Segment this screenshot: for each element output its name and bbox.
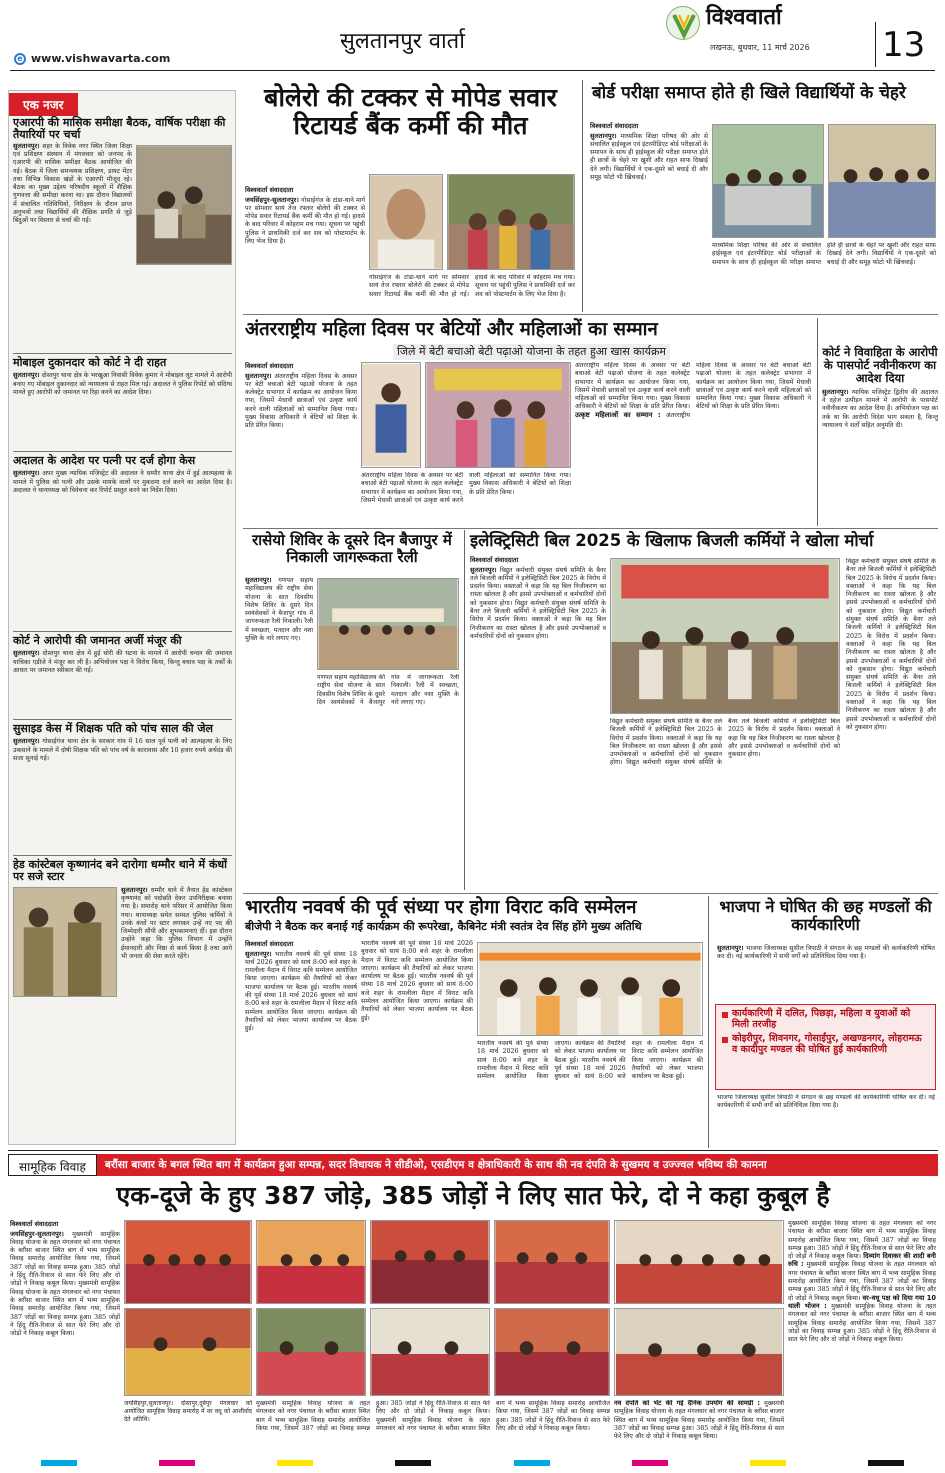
wedding-image bbox=[125, 1221, 251, 1303]
wedding-image bbox=[371, 1309, 489, 1395]
story-body-continued bbox=[477, 1040, 703, 1146]
award-photo-2 bbox=[425, 362, 571, 468]
highlight-item bbox=[722, 1009, 929, 1030]
sidebar-item-title: अदालत के आदेश पर पत्नी पर दर्ज होगा केस bbox=[13, 454, 196, 467]
highlight-box bbox=[715, 1004, 936, 1090]
rally-image bbox=[318, 579, 458, 669]
wedding-image bbox=[257, 1221, 365, 1303]
story-body: माध्यमिक शिक्षा परिषद की ओर से संचालित हाईस्कूल एवं इंटरमीडिएट बोर्ड परीक्षाओं के समापन के साथ ही हाईस्कूल की परीक्षा समाप्त होते ही छात्रों के चेहरे पर खुशी और राहत साफ दिखाई देने लगी। विद्यार्थियों ने एक-दूसरे को बधाई दी और समूह फोटो भी खिंचवाई। bbox=[590, 132, 708, 182]
wedding-story bbox=[8, 1218, 938, 1448]
sidebar-label: एक नजर bbox=[9, 93, 78, 116]
story-court-passport bbox=[822, 346, 938, 526]
wedding-image bbox=[615, 1221, 783, 1303]
story-subhead: उत्कृष्ट महिलाओं का सम्मान : bbox=[575, 410, 661, 419]
black-swatch bbox=[868, 1460, 904, 1466]
wedding-photo-6 bbox=[124, 1308, 252, 1396]
wedding-image bbox=[495, 1309, 609, 1395]
story-body-continued: भाजपा जिलाध्यक्ष सुशील त्रिपाठी ने संगठन के छह मण्डलों की कार्यकारिणी घोषित कर दी। नई कार्यकारिणी में सभी वर्गों को प्रतिनिधित्व दिया गया है। bbox=[717, 1094, 935, 1110]
story-body: न्यायिक मजिस्ट्रेट द्वितीय की अदालत ने दहेज उत्पीड़न मामले में आरोपी के पासपोर्ट नवीनीकरण का आदेश दिया है। अभियोजन पक्ष का तर्क था कि आरोपी विदेश भाग सकता है, किन्तु न्यायालय ने शर्तों सहित अनुमति दी। bbox=[822, 388, 938, 429]
story-kavi-sammelan bbox=[243, 896, 705, 1148]
sidebar-item-body: धम्मौर थाने में तैनात हेड कांस्टेबल कृष्णानंद को पदोन्नति देकर उपनिरीक्षक बनाया गया है। समारोह थाने परिसर में आयोजित किया गया। थानाध्यक्ष समेत समस्त पुलिस कर्मियों ने उनके कंधों पर स्टार लगाकर उन्हें नए पद की जिम्मेदारी सौंपी और शुभकामनाएं दीं। इस दौरान उन्होंने कहा कि पुलिस विभाग में उन्होंने ईमानदारी और निष्ठा से कार्य किया है तथा आगे भी जनता की सेवा करते रहेंगे। bbox=[121, 886, 232, 960]
bullet-square-icon bbox=[722, 1037, 728, 1043]
wedding-photo-9 bbox=[494, 1308, 610, 1396]
magenta-swatch bbox=[159, 1460, 195, 1466]
header-rule bbox=[10, 70, 935, 71]
dateline: लखनऊ, बुधवार, 11 मार्च 2026 bbox=[710, 43, 810, 52]
dateline-label: सुलतानपुर। bbox=[245, 371, 272, 380]
story-subhead: दिव्यांग दिवाकर की शादी बनी रुचि : bbox=[788, 1252, 936, 1269]
byline: विश्ववार्ता संवाददाता bbox=[470, 556, 519, 564]
story-headline[interactable]: बोर्ड परीक्षा समाप्त होते ही खिले विद्यार्थियों के चेहरे bbox=[592, 83, 906, 103]
brand-name: विश्ववार्ता bbox=[706, 5, 782, 30]
highlight-item bbox=[722, 1034, 929, 1055]
story-body: मुख्यमंत्री सामूहिक विवाह योजना के तहत मंगलवार को नगर पंचायत के बरौंसा बाजार स्थित बाग में भव्य सामूहिक विवाह समारोह आयोजित किया गया, जिसमें 387 जोड़ों का विवाह सम्पन्न हुआ। 385 जोड़ों ने हिंदू रीति-रिवाज से सात फेरे लिए और दो जोड़ों ने निकाह कबूल किया। bbox=[788, 1302, 936, 1344]
wedding-image bbox=[371, 1221, 489, 1303]
story-body: विद्युत कर्मचारी संयुक्त संघर्ष समिति के बैनर तले बिजली कर्मियों ने इलेक्ट्रिसिटी बिल 2025 के विरोध में प्रदर्शन किया। वक्ताओं ने कहा कि यह बिल निजीकरण का रास्ता खोलता है और इससे उपभोक्ताओं व कर्मचारियों दोनों को नुकसान होगा। bbox=[626, 718, 840, 767]
wedding-image bbox=[125, 1309, 251, 1395]
dateline-label: सुलतानपुर। bbox=[13, 737, 40, 746]
award-image bbox=[426, 363, 570, 467]
promotion-photo bbox=[13, 887, 117, 997]
byline: विश्ववार्ता संवाददाता bbox=[245, 186, 294, 194]
sidebar-item-title: मोबाइल दुकानदार को कोर्ट ने दी राहत bbox=[13, 356, 167, 369]
story-body: मुख्यमंत्री सामूहिक विवाह योजना के तहत मंगलवार को नगर पंचायत के बरौंसा बाजार स्थित बाग में भव्य सामूहिक विवाह समारोह आयोजित किया गया, जिसमें 387 जोड़ों का विवाह सम्पन्न हुआ। 385 जोड़ों ने हिंदू रीति-रिवाज से सात फेरे लिए और दो जोड़ों ने निकाह कबूल किया। bbox=[788, 1220, 936, 1261]
story-body: भारतीय नववर्ष की पूर्व संध्या 18 मार्च 2026 बुधवार को सायं 8:00 बजे शहर के रामलीला मैदान में विराट कवि सम्मेलन आयोजित किया जाएगा। कार्यक्रम की तैयारियों को लेकर भाजपा कार्यालय पर बैठक हुई। bbox=[554, 1040, 703, 1081]
sidebar-item-title: सुसाइड केस में शिक्षक पति को पांच साल की जेल bbox=[13, 722, 214, 735]
wedding-photo-7 bbox=[256, 1308, 366, 1396]
story-body: विद्युत कर्मचारी संयुक्त संघर्ष समिति के बैनर तले बिजली कर्मियों ने इलेक्ट्रिसिटी बिल 2025 के विरोध में प्रदर्शन किया। वक्ताओं ने कहा कि यह बिल निजीकरण का रास्ता खोलता है और इससे उपभोक्ताओं व कर्मचारियों दोनों को नुकसान होगा। bbox=[846, 607, 936, 673]
story-body-continued bbox=[256, 1400, 610, 1446]
wedding-side-column bbox=[788, 1220, 936, 1446]
sidebar-item-body: अपर मुख्य न्यायिक मजिस्ट्रेट की अदालत ने धम्मौर थाना क्षेत्र में हुई आत्महत्या के मामले में पुलिस को पत्नी और उसके मायके वालों पर मुकदमा दर्ज करने का आदेश दिया है। अदालत ने थानाध्यक्ष को विवेचना कर रिपोर्ट प्रस्तुत करने का निर्देश दिया। bbox=[13, 470, 232, 494]
color-registration-strip bbox=[0, 1458, 945, 1468]
sidebar-item-body: दोस्तपुर थाना क्षेत्र के भरखुआ निवासी विवेक कुमार ने मोबाइल लूट मामले में आरोपी बनाए गए मोबाइल दुकानदार को न्यायालय से राहत मिल गई। अदालत ने पुलिस रिपोर्ट को संदिग्ध मानते हुए आरोपी को जमानत पर रिहा करने का आदेश दिया। bbox=[13, 372, 232, 396]
story-body: विद्युत कर्मचारी संयुक्त संघर्ष समिति के बैनर तले बिजली कर्मियों ने इलेक्ट्रिसिटी बिल 2025 के विरोध में प्रदर्शन किया। वक्ताओं ने कहा कि यह बिल निजीकरण का रास्ता खोलता है और इससे उपभोक्ताओं व कर्मचारियों दोनों को नुकसान होगा। bbox=[846, 558, 936, 615]
sidebar-item bbox=[13, 859, 232, 1134]
dateline-label: सुलतानपुर। bbox=[13, 371, 40, 380]
story-body: विद्युत कर्मचारी संयुक्त संघर्ष समिति के बैनर तले बिजली कर्मियों ने इलेक्ट्रिसिटी बिल 2025 के विरोध में प्रदर्शन किया। वक्ताओं ने कहा कि यह बिल निजीकरण का रास्ता खोलता है और इससे उपभोक्ताओं व कर्मचारियों दोनों को नुकसान होगा। bbox=[610, 718, 722, 767]
byline: विश्ववार्ता संवाददाता bbox=[10, 1220, 59, 1228]
meeting-photo bbox=[136, 145, 232, 265]
story-body: गणपत सहाय महाविद्यालय की राष्ट्रीय सेवा योजना के सात दिवसीय विशेष शिविर के दूसरे दिन स्वयंसेवकों ने बैजापुर गांव में जागरूकता रैली निकाली। रैली में स्वच्छता, मतदान और नशा मुक्ति के नारे लगाए गए। bbox=[245, 577, 313, 643]
protest-photo bbox=[610, 558, 840, 714]
story-board-exam bbox=[588, 80, 938, 312]
magenta-swatch bbox=[632, 1460, 668, 1466]
sidebar-item bbox=[13, 723, 232, 859]
bullet-square-icon bbox=[722, 1012, 728, 1018]
students-image bbox=[829, 125, 935, 237]
browser-icon: e bbox=[14, 53, 26, 65]
meeting-image bbox=[137, 146, 231, 264]
sidebar-item bbox=[13, 117, 232, 317]
yellow-swatch bbox=[277, 1460, 313, 1466]
sidebar-item-title: एआरपी की मासिक समीक्षा बैठक, वार्षिक परीक्षा की तैयारियों पर चर्चा bbox=[13, 116, 226, 142]
story-headline[interactable]: इलेक्ट्रिसिटी बिल 2025 के खिलाफ बिजली कर्मियों ने खोला मोर्चा bbox=[470, 531, 874, 550]
story-headline[interactable]: कोर्ट ने विवाहिता के आरोपी के पासपोर्ट नवीनीकरण का आदेश दिया bbox=[822, 345, 938, 385]
story-electricity bbox=[468, 530, 938, 890]
yellow-swatch bbox=[750, 1460, 786, 1466]
crowd-image bbox=[448, 175, 574, 269]
dateline-label: जयसिंहपुर-सुलतानपुर। bbox=[10, 1229, 64, 1238]
page-header bbox=[0, 0, 945, 72]
highlight-text: कोइरीपुर, शिवनगर, गोसाईंपुर, अखण्डनगर, लोहरामऊ व कादीपुर मण्डल की घोषित हुई कार्यकारिणी bbox=[732, 1033, 922, 1055]
story-headline[interactable]: भाजपा ने घोषित की छह मण्डलों की कार्यकारिणी bbox=[719, 897, 932, 934]
story-body: गोसाईगंज के टांडा-थाने मार्ग पर सोमवार सायं तेज रफ्तार बोलेरो की टक्कर से मोपेड सवार रिटायर्ड बैंक कर्मी की मौत हो गई। हादसे के बाद परिवार में कोहराम मच गया। सूचना पर पहुंची पुलिस ने प्राथमिकी दर्ज कर शव को पोस्टमार्टम के लिए भेज दिया है। bbox=[245, 196, 365, 246]
sidebar-item bbox=[13, 455, 232, 634]
story-subheadline: जिले में बेटी बचाओ बेटी पढ़ाओ योजना के तहत हुआ खास कार्यक्रम bbox=[393, 344, 670, 360]
story-body-continued bbox=[614, 1400, 784, 1446]
v-logo-icon bbox=[667, 7, 701, 41]
wedding-banner-text: बरौंसा बाजार के बगल स्थित बाग में कार्यक्रम हुआ सम्पन्न, सदर विधायक ने सीडीओ, एसडीएम व क्षेत्राधिकारी के साथ की नव दंपति के सुखमय व उज्ज्वल भविष्य की कामना bbox=[97, 1154, 938, 1176]
meeting-photo bbox=[477, 942, 703, 1036]
brand-logo bbox=[666, 6, 700, 40]
story-body: मुख्यमंत्री सामूहिक विवाह योजना के तहत मंगलवार को नगर पंचायत के बरौंसा बाजार स्थित बाग में भव्य सामूहिक विवाह समारोह आयोजित किया गया, जिसमें 387 जोड़ों का विवाह सम्पन्न हुआ। 385 जोड़ों ने हिंदू रीति-रिवाज से सात फेरे लिए और दो जोड़ों ने निकाह कबूल किया। bbox=[10, 1230, 120, 1288]
award-photo-1 bbox=[361, 362, 421, 468]
cyan-swatch bbox=[41, 1460, 77, 1466]
dateline-label: सुलतानपुर। bbox=[470, 565, 497, 574]
family-photo bbox=[447, 174, 575, 270]
header-divider bbox=[875, 22, 876, 67]
sidebar-item-body: गोसाईगंज थाना क्षेत्र के सरकार गांव में 16 साल पूर्व पत्नी को आत्महत्या के लिए उकसाने के मामले में दोषी शिक्षक पति को पांच वर्ष के कारावास और 10 हजार रुपये अर्थदंड की सजा सुनाई गई। bbox=[13, 738, 232, 762]
cyan-swatch bbox=[514, 1460, 550, 1466]
wedding-photo-10 bbox=[614, 1308, 784, 1396]
byline: विश्ववार्ता संवाददाता bbox=[590, 122, 639, 130]
story-bolero bbox=[243, 80, 578, 312]
story-body: भारतीय नववर्ष की पूर्व संध्या 18 मार्च 2026 बुधवार को सायं 8:00 बजे शहर के रामलीला मैदान में विराट कवि सम्मेलन आयोजित किया जाएगा। कार्यक्रम की तैयारियों को लेकर भाजपा कार्यालय पर बैठक हुई। bbox=[361, 940, 473, 981]
sidebar-item-body: दोस्तपुर थाना क्षेत्र में हुई चोरी की घटना के मामले में आरोपी चन्दन की जमानत याचिका एडीजे ने मंजूर कर ली है। अभियोजन पक्ष ने विरोध किया, किन्तु बचाव पक्ष के तर्कों के आधार पर जमानत स्वीकार की गई। bbox=[13, 650, 232, 674]
story-body: अंतरराष्ट्रीय महिला दिवस के अवसर पर बेटी बचाओ बेटी पढ़ाओ योजना के तहत कलेक्ट्रेट सभागार में कार्यक्रम का आयोजन किया गया, जिसमें मेधावी छात्राओं एवं उत्कृष्ट कार्य करने वाली महिलाओं को सम्मानित किया गया। मुख्य विकास अधिकारी ने बेटियों को शिक्षा के प्रति प्रेरित किया। bbox=[665, 362, 811, 419]
story-body: विद्युत कर्मचारी संयुक्त संघर्ष समिति के बैनर तले बिजली कर्मियों ने इलेक्ट्रिसिटी बिल 2025 के विरोध में प्रदर्शन किया। वक्ताओं ने कहा कि यह बिल निजीकरण का रास्ता खोलता है और इससे उपभोक्ताओं व कर्मचारियों दोनों को नुकसान होगा। bbox=[846, 665, 936, 731]
story-headline[interactable]: अंतरराष्ट्रीय महिला दिवस पर बेटियों और महिलाओं का सम्मान bbox=[245, 319, 658, 340]
dateline-label: सुलतानपुर। bbox=[245, 576, 272, 584]
story-body: भारतीय नववर्ष की पूर्व संध्या 18 मार्च 2026 बुधवार को सायं 8:00 बजे शहर के रामलीला मैदान में विराट कवि सम्मेलन आयोजित किया जाएगा। कार्यक्रम की तैयारियों को लेकर भाजपा कार्यालय पर बैठक हुई। bbox=[245, 950, 357, 991]
wedding-photo-4 bbox=[494, 1220, 610, 1304]
website-row bbox=[14, 52, 170, 65]
protest-image bbox=[611, 559, 839, 713]
wedding-image bbox=[257, 1309, 365, 1395]
story-body-continued: गोसाईगंज के टांडा-थाने मार्ग पर सोमवार सायं तेज रफ्तार बोलेरो की टक्कर से मोपेड सवार रिटायर्ड बैंक कर्मी की मौत हो गई। हादसे के बाद परिवार में कोहराम मच गया। सूचना पर पहुंची पुलिस ने प्राथमिकी दर्ज कर शव को पोस्टमार्टम के लिए भेज दिया है। bbox=[369, 274, 575, 298]
byline: विश्ववार्ता संवाददाता bbox=[245, 362, 294, 370]
rally-photo bbox=[317, 578, 459, 670]
story-womens-day bbox=[243, 318, 813, 526]
story-headline[interactable]: भारतीय नववर्ष की पूर्व संध्या पर होगा विराट कवि सम्मेलन bbox=[245, 897, 637, 918]
story-body: भारतीय नववर्ष की पूर्व संध्या 18 मार्च 2026 बुधवार को सायं 8:00 बजे शहर के रामलीला मैदान में विराट कवि सम्मेलन आयोजित किया जाएगा। कार्यक्रम की तैयारियों को लेकर भाजपा कार्यालय पर बैठक हुई। bbox=[245, 983, 357, 1033]
story-subhead: नव दंपति को भेंट की गई दैनिक उपयोग की सामग्री : bbox=[614, 1400, 761, 1407]
story-headline[interactable]: बोलेरो की टक्कर से मोपेड सवार रिटायर्ड बैंक कर्मी की मौत bbox=[264, 83, 557, 140]
photo-caption: जयसिंहपुर,सुलतानपुर। दोस्तपुर,दूबेपुर मंगलवार को आयोजित सामूहिक विवाह समारोह में वर वधू को आशीर्वाद देते अतिथि। bbox=[124, 1400, 252, 1423]
story-body: मुख्यमंत्री सामूहिक विवाह योजना के तहत मंगलवार को नगर पंचायत के बरौंसा बाजार स्थित बाग में भव्य सामूहिक विवाह समारोह आयोजित किया गया, जिसमें 387 जोड़ों का विवाह सम्पन्न हुआ। 385 जोड़ों ने हिंदू रीति-रिवाज से सात फेरे लिए और दो जोड़ों ने निकाह कबूल किया। bbox=[10, 1280, 120, 1338]
dateline-label: सुलतानपुर। bbox=[13, 649, 40, 658]
story-body: विद्युत कर्मचारी संयुक्त संघर्ष समिति के बैनर तले बिजली कर्मियों ने इलेक्ट्रिसिटी बिल 2025 के विरोध में प्रदर्शन किया। वक्ताओं ने कहा कि यह बिल निजीकरण का रास्ता खोलता है और इससे उपभोक्ताओं व कर्मचारियों दोनों को नुकसान होगा। bbox=[470, 566, 606, 607]
wedding-image bbox=[615, 1309, 783, 1395]
section-title: सुलतानपुर वार्ता bbox=[340, 29, 465, 54]
wedding-photo-3 bbox=[370, 1220, 490, 1304]
story-body-continued bbox=[846, 558, 936, 888]
story-body: विद्युत कर्मचारी संयुक्त संघर्ष समिति के बैनर तले बिजली कर्मियों ने इलेक्ट्रिसिटी बिल 2025 के विरोध में प्रदर्शन किया। वक्ताओं ने कहा कि यह बिल निजीकरण का रास्ता खोलता है और इससे उपभोक्ताओं व कर्मचारियों दोनों को नुकसान होगा। bbox=[470, 599, 606, 640]
wedding-banner bbox=[8, 1154, 938, 1176]
students-photo-2 bbox=[828, 124, 936, 238]
award-image bbox=[362, 363, 420, 467]
sidebar bbox=[8, 90, 236, 1145]
website-link[interactable]: www.vishwavarta.com bbox=[31, 52, 171, 65]
victim-photo bbox=[369, 174, 443, 270]
dateline-label: सुलतानपुर। bbox=[13, 469, 40, 478]
story-body: भारतीय नववर्ष की पूर्व संध्या 18 मार्च 2026 बुधवार को सायं 8:00 बजे शहर के रामलीला मैदान में विराट कवि सम्मेलन आयोजित किया जाएगा। कार्यक्रम की तैयारियों को लेकर भाजपा कार्यालय पर बैठक हुई। bbox=[477, 1040, 626, 1081]
sidebar-item bbox=[13, 635, 232, 719]
story-body: मुख्यमंत्री सामूहिक विवाह योजना के तहत मंगलवार को नगर पंचायत के बरौंसा बाजार स्थित बाग में भव्य सामूहिक विवाह समारोह आयोजित किया गया, जिसमें 387 जोड़ों का विवाह सम्पन्न हुआ। 385 जोड़ों ने हिंदू रीति-रिवाज से सात फेरे लिए और दो जोड़ों ने निकाह कबूल किया। bbox=[376, 1400, 610, 1432]
story-headline[interactable]: रासेयो शिविर के दूसरे दिन बैजापुर में निकाली जागरूकता रैली bbox=[252, 531, 452, 566]
dateline-label: सुलतानपुर। bbox=[822, 387, 849, 396]
story-body: मुख्यमंत्री सामूहिक विवाह योजना के तहत मंगलवार को नगर पंचायत के बरौंसा बाजार स्थित बाग में भव्य सामूहिक विवाह समारोह आयोजित किया गया, जिसमें 387 जोड़ों का विवाह सम्पन्न हुआ। 385 जोड़ों ने हिंदू रीति-रिवाज से सात फेरे लिए और दो जोड़ों ने निकाह कबूल किया। bbox=[788, 1261, 936, 1302]
police-image bbox=[14, 888, 116, 996]
wedding-label: सामूहिक विवाह bbox=[8, 1154, 97, 1176]
bjp-meeting-image bbox=[478, 943, 702, 1035]
students-photo-1 bbox=[712, 124, 824, 238]
story-body: भाजपा जिलाध्यक्ष सुशील त्रिपाठी ने संगठन के छह मण्डलों की कार्यकारिणी घोषित कर दी। नई कार्यकारिणी में सभी वर्गों को प्रतिनिधित्व दिया गया है। bbox=[717, 945, 935, 961]
dateline-label: सुलतानपुर। bbox=[717, 944, 744, 952]
wedding-photo-5 bbox=[614, 1220, 784, 1304]
story-body: मुख्यमंत्री सामूहिक विवाह योजना के तहत मंगलवार को नगर पंचायत के बरौंसा बाजार स्थित बाग में भव्य सामूहिक विवाह समारोह आयोजित किया गया, जिसमें 387 जोड़ों का विवाह सम्पन्न हुआ। 385 जोड़ों ने हिंदू रीति-रिवाज से सात फेरे लिए और दो जोड़ों ने निकाह कबूल किया। bbox=[256, 1400, 490, 1432]
story-bjp-committee bbox=[713, 896, 938, 1148]
story-nss-rally bbox=[243, 530, 461, 890]
wedding-image bbox=[495, 1221, 609, 1303]
sidebar-item bbox=[13, 357, 232, 449]
black-swatch bbox=[395, 1460, 431, 1466]
portrait-image bbox=[370, 175, 442, 269]
sidebar-item-body: शहर के विवेक नगर स्थित जिला शिक्षा एवं प्रशिक्षण संस्थान में मंगलवार को जनपद के एआरपी की मासिक समीक्षा बैठक आयोजित की गई। बैठक में जिला समन्वयक प्रशिक्षण, डायट मेंटर तथा विभिन्न विकास खंडों के एआरपी मौजूद रहे। बैठक का मुख्य उद्देश्य परिषदीय स्कूलों में शैक्षिक गुणवत्ता की समीक्षा करना था। इस दौरान विद्यालयों में संचालित गतिविधियों, निरीक्षण के दौरान प्राप्त अनुभवों तथा विद्यार्थियों की शैक्षिक प्रगति से जुड़े बिंदुओं पर विस्तार से चर्चा की गई। bbox=[13, 142, 132, 225]
byline: विश्ववार्ता संवाददाता bbox=[245, 940, 294, 948]
dateline-label: सुलतानपुर। bbox=[13, 141, 40, 150]
dateline-label: सुलतानपुर। bbox=[590, 131, 617, 140]
story-body-continued: गणपत सहाय महाविद्यालय की राष्ट्रीय सेवा योजना के सात दिवसीय विशेष शिविर के दूसरे दिन स्वयंसेवकों ने बैजापुर गांव में जागरूकता रैली निकाली। रैली में स्वच्छता, मतदान और नशा मुक्ति के नारे लगाए गए। bbox=[317, 674, 459, 706]
story-body: अंतरराष्ट्रीय महिला दिवस के अवसर पर बेटी बचाओ बेटी पढ़ाओ योजना के तहत कलेक्ट्रेट सभागार में कार्यक्रम का आयोजन किया गया, जिसमें मेधावी छात्राओं एवं उत्कृष्ट कार्य करने वाली महिलाओं को सम्मानित किया गया। मुख्य विकास अधिकारी ने बेटियों को शिक्षा के प्रति प्रेरित किया। bbox=[575, 362, 690, 411]
sidebar-item-title: कोर्ट ने आरोपी की जमानत अर्जी मंजूर की bbox=[13, 634, 182, 647]
story-body: अंतरराष्ट्रीय महिला दिवस के अवसर पर बेटी बचाओ बेटी पढ़ाओ योजना के तहत कलेक्ट्रेट सभागार में कार्यक्रम का आयोजन किया गया, जिसमें मेधावी छात्राओं एवं उत्कृष्ट कार्य करने वाली महिलाओं को सम्मानित किया गया। मुख्य विकास अधिकारी ने बेटियों को शिक्षा के प्रति प्रेरित किया। bbox=[245, 372, 357, 430]
story-body-continued bbox=[575, 362, 811, 524]
story-body: भारतीय नववर्ष की पूर्व संध्या 18 मार्च 2026 बुधवार को सायं 8:00 बजे शहर के रामलीला मैदान में विराट कवि सम्मेलन आयोजित किया जाएगा। कार्यक्रम की तैयारियों को लेकर भाजपा कार्यालय पर बैठक हुई। bbox=[361, 973, 473, 1022]
page-number: 13 bbox=[882, 25, 926, 65]
wedding-photo-8 bbox=[370, 1308, 490, 1396]
wedding-photo-2 bbox=[256, 1220, 366, 1304]
story-subheadline: बीजेपी ने बैठक कर बनाई गई कार्यक्रम की रूपरेखा, कैबिनेट मंत्री स्वतंत्र देव सिंह होंगे मुख्य अतिथि bbox=[245, 919, 642, 933]
story-subhead: वर-वधू पक्ष को दिया गया 10 थाली भोजन : bbox=[788, 1293, 936, 1310]
students-image bbox=[713, 125, 823, 237]
story-body-continued: अंतरराष्ट्रीय महिला दिवस के अवसर पर बेटी बचाओ बेटी पढ़ाओ योजना के तहत कलेक्ट्रेट सभागार में कार्यक्रम का आयोजन किया गया, जिसमें मेधावी छात्राओं एवं उत्कृष्ट कार्य करने वाली महिलाओं को सम्मानित किया गया। मुख्य विकास अधिकारी ने बेटियों को शिक्षा के प्रति प्रेरित किया। bbox=[361, 472, 571, 504]
story-body-continued: माध्यमिक शिक्षा परिषद की ओर से संचालित हाईस्कूल एवं इंटरमीडिएट बोर्ड परीक्षाओं के समापन के साथ ही हाईस्कूल की परीक्षा समाप्त होते ही छात्रों के चेहरे पर खुशी और राहत साफ दिखाई देने लगी। विद्यार्थियों ने एक-दूसरे को बधाई दी और समूह फोटो भी खिंचवाई। bbox=[712, 242, 936, 266]
wedding-headline[interactable]: एक-दूजे के हुए 387 जोड़े, 385 जोड़ों ने लिए सात फेरे, दो ने कहा कुबूल है bbox=[116, 1181, 830, 1210]
story-body-continued bbox=[610, 718, 840, 888]
dateline-label: जयसिंहपुर-सुलतानपुर। bbox=[245, 195, 299, 204]
wedding-photo-1 bbox=[124, 1220, 252, 1304]
sidebar-item-title: हेड कांस्टेबल कृष्णानंद बने दारोगा धम्मौर थाने में कंधों पर सजे स्टार bbox=[13, 858, 228, 884]
story-body: मुख्यमंत्री सामूहिक विवाह योजना के तहत मंगलवार को नगर पंचायत के बरौंसा बाजार स्थित बाग में भव्य सामूहिक विवाह समारोह आयोजित किया गया, जिसमें 387 जोड़ों का विवाह सम्पन्न हुआ। 385 जोड़ों ने हिंदू रीति-रिवाज से सात फेरे लिए और दो जोड़ों ने निकाह कबूल किया। bbox=[614, 1400, 784, 1441]
dateline-label: सुलतानपुर। bbox=[121, 885, 148, 894]
story-body-continued bbox=[361, 940, 473, 1146]
highlight-text: कार्यकारिणी में दलित, पिछड़ा, महिला व युवाओं को मिली तरजीह bbox=[732, 1008, 911, 1030]
dateline-label: सुलतानपुर। bbox=[245, 949, 272, 958]
